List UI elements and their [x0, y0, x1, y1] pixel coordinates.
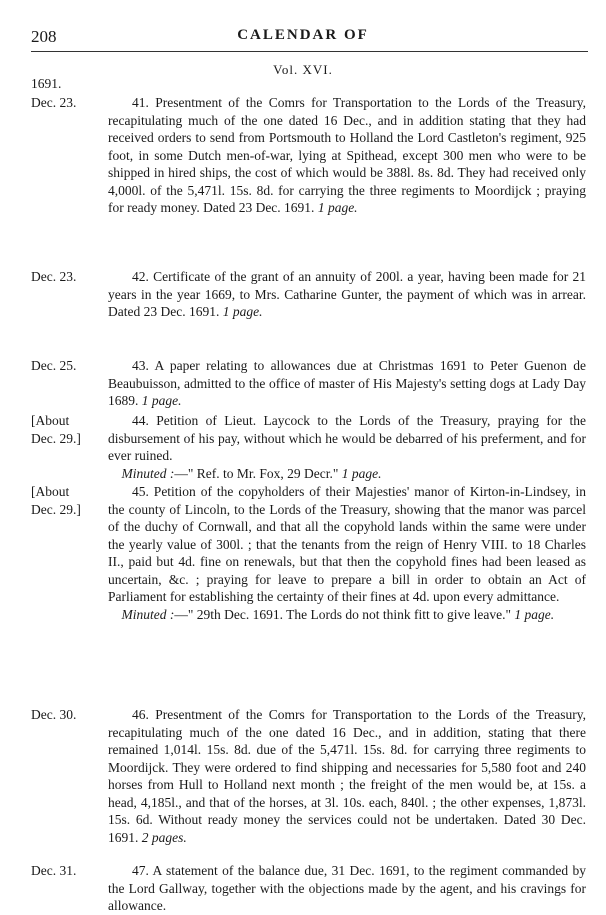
- page-number: 208: [31, 27, 57, 46]
- entry-date: Dec. 30.: [31, 707, 77, 722]
- entry-text: 45. Petition of the copyholders of their Majesties' manor of Kirton-in-Lindsey, in the county of Lincoln, to the Lords of the Treasury, showing that the manor was parcel of the duchy of Cornwall, and that all the copyhold lands within the same were under the yearly value of 300l. ; that the tenants from the reign of Henry VIII. to 18 Charles II., paid but 4d. fine on renewals, but that then the copyhold fines had been leased as uncertain, &c. ; praying for leave to prepare a bill in order to obtain an Act of Parliament for establishing the certainty of their fines at 4d. upon every admittance.: [108, 484, 586, 604]
- entry-summary: 42. Certificate of the grant of an annuity of 200l. a year, having been made for 21 years in the year 1669, to Mrs. Catharine Gunter, the payment of which was in arrear. Dated 23 Dec. 1691.: [108, 269, 586, 319]
- year-marker: 1691.: [31, 76, 62, 91]
- calendar-entry: [0, 706, 586, 846]
- page-count: 1 page.: [222, 304, 263, 319]
- entry-text: [108, 706, 586, 846]
- entry-text: [108, 268, 586, 321]
- running-title: CALENDAR OF: [237, 27, 369, 43]
- page-count: 1 page.: [341, 465, 382, 481]
- calendar-entry: [0, 94, 586, 217]
- minuted-label: Minuted :: [121, 465, 175, 481]
- minuted-note: [108, 465, 586, 483]
- entry-date: [About Dec. 29.]: [31, 484, 81, 517]
- entry-summary: 46. Presentment of the Comrs for Transportation to the Lords of the Treasury, recapitulating much of the one dated 16 Dec., and in addition, stating that there remained 1,014l. 15s. 8d. due of the 5,471l. 15s. 8d. for carrying three regiments to Moordijck. They were ordered to find shipping and necessaries for 5,580 foot and 240 horses from Hull to Holland next month ; the freight of the men would be, at 15s. a head, 4,185l., and that of the horses, at 3l. 10s. each, 840l. ; the other expenses, 1,873l. 15s. 6d. Without ready money the services could not be undertaken. Dated 30 Dec. 1691.: [108, 707, 586, 845]
- entry-text: [108, 862, 586, 915]
- entry-text: 44. Petition of Lieut. Laycock to the Lords of the Treasury, praying for the disbursement of his pay, without which he would be debarred of his preferment, and for ever ruined.: [108, 413, 586, 463]
- entry-date: Dec. 25.: [31, 358, 77, 373]
- header-rule: [31, 51, 588, 52]
- page-count: 1 page.: [514, 606, 555, 622]
- entry-summary: 41. Presentment of the Comrs for Transportation to the Lords of the Treasury, recapitulating much of the one dated 16 Dec., and in addition stating that they had received orders to send from Portsmouth to Holland the Lord Castleton's regiment, 925 foot, in some Dutch men-of-war, lying at Spithead, except 300 men who were to be shipped in hired ships, the cost of which would be 388l. 8s. 8d. They had received only 4,000l. of the 5,471l. 15s. 8d. for carrying the three regiments to Moordijck ; praying for ready money. Dated 23 Dec. 1691.: [108, 95, 586, 215]
- entry-date: [About Dec. 29.]: [31, 413, 81, 446]
- page-count: 2 pages.: [141, 829, 187, 845]
- page-count: 1 page.: [141, 393, 182, 408]
- page-count: 1 page.: [317, 200, 358, 215]
- minuted-note: [108, 606, 586, 624]
- entry-summary: 43. A paper relating to allowances due at Christmas 1691 to Peter Guenon de Beaubuisson, admitted to the office of master of His Majesty's setting dogs at Lady Day 1689.: [108, 358, 586, 408]
- calendar-entry: [0, 483, 586, 623]
- calendar-entry: [0, 862, 586, 915]
- calendar-entry: [0, 412, 586, 482]
- volume-heading: Vol. XVI.: [273, 62, 333, 77]
- entry-date: Dec. 23.: [31, 95, 77, 110]
- entry-text: [108, 94, 586, 217]
- entry-date: Dec. 23.: [31, 269, 77, 284]
- calendar-entry: [0, 357, 586, 410]
- minuted-text: —" 29th Dec. 1691. The Lords do not think fitt to give leave.": [174, 606, 511, 622]
- entry-summary: 47. A statement of the balance due, 31 Dec. 1691, to the regiment commanded by the Lord Gallway, together with the objections made by the agent, and his cravings for allowance.: [108, 863, 586, 913]
- minuted-text: —" Ref. to Mr. Fox, 29 Decr.": [174, 465, 339, 481]
- calendar-entry: [0, 268, 586, 321]
- entry-date: Dec. 31.: [31, 863, 77, 878]
- entry-text: [108, 357, 586, 410]
- minuted-label: Minuted :: [121, 606, 175, 622]
